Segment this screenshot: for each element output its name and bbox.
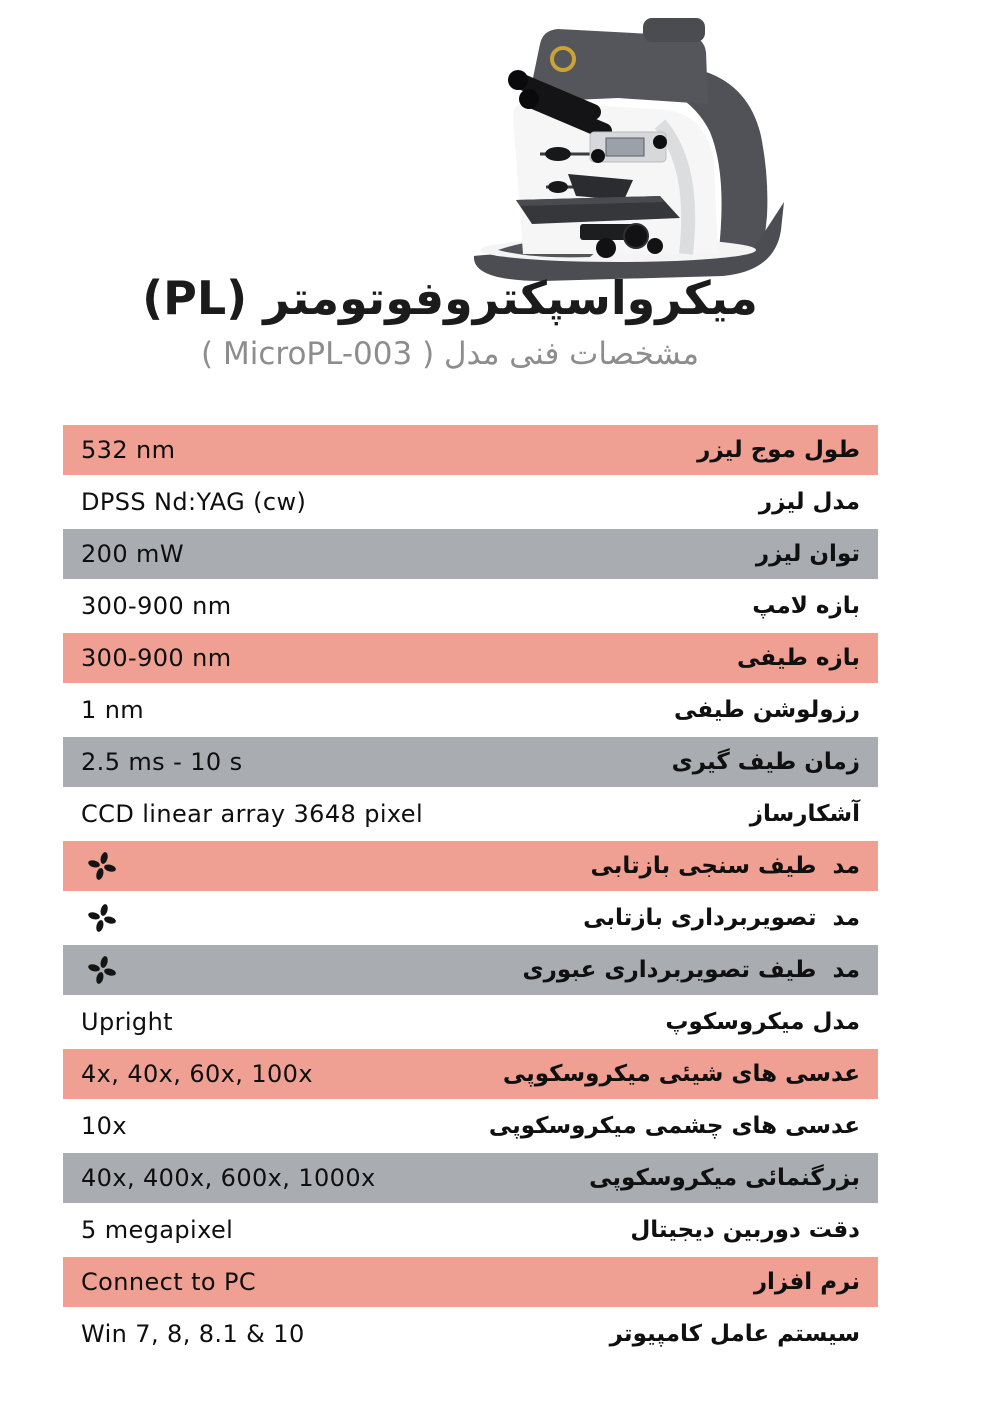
spec-value: 532 nm — [81, 436, 176, 464]
table-row — [63, 1257, 878, 1307]
spec-label: مدل لیزر — [758, 489, 860, 515]
table-row — [63, 633, 878, 683]
table-row — [63, 789, 878, 839]
spec-value: 1 nm — [81, 696, 145, 724]
table-row — [63, 529, 878, 579]
spec-label: سیستم عامل کامپیوتر — [609, 1321, 860, 1347]
four-petal-asterisk-icon — [81, 903, 117, 933]
table-row — [63, 945, 878, 995]
table-row — [63, 841, 878, 891]
spec-label: مد تصویربرداری بازتابی — [583, 905, 860, 931]
spec-label: نرم افزار — [753, 1269, 860, 1295]
table-row — [63, 1049, 878, 1099]
spec-value: 4x, 40x, 60x, 100x — [81, 1060, 313, 1088]
table-row — [63, 1101, 878, 1151]
spec-label: عدسی های شیئی میکروسکوپی — [502, 1061, 860, 1087]
table-row — [63, 893, 878, 943]
spec-value: CCD linear array 3648 pixel — [81, 800, 424, 828]
spec-value: Connect to PC — [81, 1268, 257, 1296]
spec-value: 10x — [81, 1112, 127, 1140]
microscope-image — [428, 4, 788, 282]
spec-value: DPSS Nd:YAG (cw) — [81, 488, 307, 516]
spec-value: Upright — [81, 1008, 173, 1036]
page-title: میکرواسپکتروفوتومتر (PL) — [142, 271, 758, 325]
table-row — [63, 737, 878, 787]
spec-label: مد طیف تصویربرداری عبوری — [522, 957, 860, 983]
spec-label: آشکارساز — [749, 801, 860, 827]
spec-value: 200 mW — [81, 540, 184, 568]
table-row — [63, 581, 878, 631]
spec-label: رزولوشن طیفی — [673, 697, 860, 723]
table-row — [63, 1153, 878, 1203]
spec-label: مدل میکروسکوپ — [665, 1009, 860, 1035]
table-row — [63, 1309, 878, 1359]
table-row — [63, 425, 878, 475]
spec-value: 5 megapixel — [81, 1216, 234, 1244]
spec-label: توان لیزر — [755, 541, 860, 567]
table-row — [63, 685, 878, 735]
table-row — [63, 997, 878, 1047]
spec-value: 40x, 400x, 600x, 1000x — [81, 1164, 376, 1192]
spec-value: 300-900 nm — [81, 644, 232, 672]
spec-label: بازه لامپ — [752, 593, 860, 619]
table-row — [63, 1205, 878, 1255]
spec-label: بازه طیفی — [737, 645, 860, 671]
spec-value: 300-900 nm — [81, 592, 232, 620]
table-row — [63, 477, 878, 527]
spec-label: طول موج لیزر — [697, 437, 860, 463]
spec-label: دقت دوربین دیجیتال — [630, 1217, 860, 1243]
spec-value: Win 7, 8, 8.1 & 10 — [81, 1320, 305, 1348]
spec-label: عدسی های چشمی میکروسکوپی — [488, 1113, 860, 1139]
four-petal-asterisk-icon — [81, 851, 117, 881]
spec-label: بزرگنمائی میکروسکوپی — [589, 1165, 860, 1191]
spec-label: زمان طیف گیری — [671, 749, 860, 775]
microscope-illustration — [428, 4, 788, 282]
spec-label: مد طیف سنجی بازتابی — [590, 853, 860, 879]
spec-table — [63, 425, 878, 1361]
page-subtitle: مشخصات فنی مدل ( MicroPL-003 ) — [201, 336, 699, 372]
spec-value: 2.5 ms - 10 s — [81, 748, 243, 776]
four-petal-asterisk-icon — [81, 955, 117, 985]
